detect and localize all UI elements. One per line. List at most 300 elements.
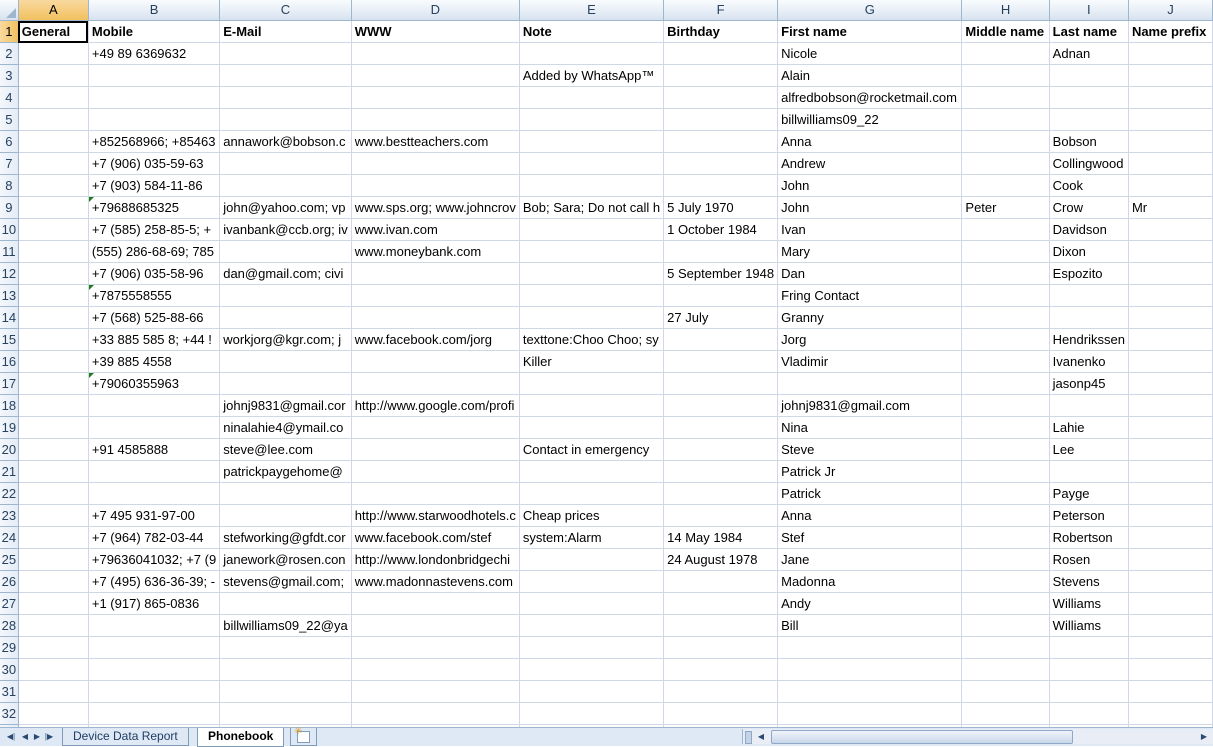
cell-f6[interactable]: [664, 131, 778, 153]
cell-e24[interactable]: system:Alarm: [519, 527, 663, 549]
cell-a10[interactable]: [18, 219, 88, 241]
cell-i29[interactable]: [1049, 637, 1128, 659]
cell-j22[interactable]: [1128, 483, 1212, 505]
cell-d16[interactable]: [351, 351, 519, 373]
row-header[interactable]: 23: [0, 505, 18, 527]
cell-i27[interactable]: Williams: [1049, 593, 1128, 615]
cell-d27[interactable]: [351, 593, 519, 615]
cell-c31[interactable]: [220, 681, 351, 703]
cell-g16[interactable]: Vladimir: [778, 351, 962, 373]
cell-b10[interactable]: +7 (585) 258-85-5; +: [88, 219, 219, 241]
cell-d10[interactable]: www.ivan.com: [351, 219, 519, 241]
cell-e6[interactable]: [519, 131, 663, 153]
cell-c12[interactable]: dan@gmail.com; civi: [220, 263, 351, 285]
cell-d3[interactable]: [351, 65, 519, 87]
cell-b17[interactable]: [88, 373, 219, 395]
cell-i16[interactable]: Ivanenko: [1049, 351, 1128, 373]
row-header[interactable]: 13: [0, 285, 18, 307]
cell-a6[interactable]: [18, 131, 88, 153]
cell-c26[interactable]: stevens@gmail.com;: [220, 571, 351, 593]
cell-f16[interactable]: [664, 351, 778, 373]
cell-b9[interactable]: [88, 197, 219, 219]
row-header[interactable]: 14: [0, 307, 18, 329]
cell-e19[interactable]: [519, 417, 663, 439]
cell-h26[interactable]: [962, 571, 1049, 593]
row-header[interactable]: 20: [0, 439, 18, 461]
cell-e5[interactable]: [519, 109, 663, 131]
cell-b30[interactable]: [88, 659, 219, 681]
cell-f19[interactable]: [664, 417, 778, 439]
row-header[interactable]: 6: [0, 131, 18, 153]
cell-h24[interactable]: [962, 527, 1049, 549]
cell-b22[interactable]: [88, 483, 219, 505]
tab-device-data-report[interactable]: Device Data Report: [62, 728, 189, 746]
cell-a2[interactable]: [18, 43, 88, 65]
cell-f20[interactable]: [664, 439, 778, 461]
cell-e10[interactable]: [519, 219, 663, 241]
row-header[interactable]: 1: [0, 21, 18, 43]
cell-d5[interactable]: [351, 109, 519, 131]
cell-e3[interactable]: Added by WhatsApp™: [519, 65, 663, 87]
cell-e7[interactable]: [519, 153, 663, 175]
cell-g13[interactable]: Fring Contact: [778, 285, 962, 307]
cell-e14[interactable]: [519, 307, 663, 329]
cell-i22[interactable]: Payge: [1049, 483, 1128, 505]
cell-b29[interactable]: [88, 637, 219, 659]
cell-c16[interactable]: [220, 351, 351, 373]
cell-h30[interactable]: [962, 659, 1049, 681]
cell-d26[interactable]: www.madonnastevens.com: [351, 571, 519, 593]
cell-g26[interactable]: Madonna: [778, 571, 962, 593]
cell-a14[interactable]: [18, 307, 88, 329]
cell-e11[interactable]: [519, 241, 663, 263]
cell-i14[interactable]: [1049, 307, 1128, 329]
scroll-thumb[interactable]: [771, 730, 1073, 744]
cell-j2[interactable]: [1128, 43, 1212, 65]
cell-d23[interactable]: http://www.starwoodhotels.c: [351, 505, 519, 527]
cell-h22[interactable]: [962, 483, 1049, 505]
cell-b21[interactable]: [88, 461, 219, 483]
cell-e16[interactable]: Killer: [519, 351, 663, 373]
cell-h28[interactable]: [962, 615, 1049, 637]
cell-b8[interactable]: +7 (903) 584-11-86: [88, 175, 219, 197]
row-header[interactable]: 9: [0, 197, 18, 219]
cell-c28[interactable]: billwilliams09_22@ya: [220, 615, 351, 637]
cell-i18[interactable]: [1049, 395, 1128, 417]
row-header[interactable]: 21: [0, 461, 18, 483]
cell-f1[interactable]: Birthday: [664, 21, 778, 43]
cell-f15[interactable]: [664, 329, 778, 351]
row-header[interactable]: 18: [0, 395, 18, 417]
scroll-left-icon[interactable]: ◀: [757, 732, 765, 741]
column-header-d[interactable]: D: [351, 0, 519, 21]
cell-g12[interactable]: Dan: [778, 263, 962, 285]
cell-i23[interactable]: Peterson: [1049, 505, 1128, 527]
cell-a30[interactable]: [18, 659, 88, 681]
cell-h29[interactable]: [962, 637, 1049, 659]
row-header[interactable]: 22: [0, 483, 18, 505]
row-header[interactable]: 17: [0, 373, 18, 395]
cell-b32[interactable]: [88, 703, 219, 725]
cell-d2[interactable]: [351, 43, 519, 65]
cell-f26[interactable]: [664, 571, 778, 593]
cell-e20[interactable]: Contact in emergency: [519, 439, 663, 461]
cell-i26[interactable]: Stevens: [1049, 571, 1128, 593]
cell-a7[interactable]: [18, 153, 88, 175]
cell-i1[interactable]: Last name: [1049, 21, 1128, 43]
cell-j24[interactable]: [1128, 527, 1212, 549]
cell-b26[interactable]: +7 (495) 636-36-39; -: [88, 571, 219, 593]
cell-d29[interactable]: [351, 637, 519, 659]
cell-c2[interactable]: [220, 43, 351, 65]
cell-a18[interactable]: [18, 395, 88, 417]
cell-e31[interactable]: [519, 681, 663, 703]
cell-c1[interactable]: E-Mail: [220, 21, 351, 43]
cell-c3[interactable]: [220, 65, 351, 87]
cell-h17[interactable]: [962, 373, 1049, 395]
cell-j11[interactable]: [1128, 241, 1212, 263]
cell-b11[interactable]: (555) 286-68-69; 785: [88, 241, 219, 263]
cell-d25[interactable]: http://www.londonbridgechi: [351, 549, 519, 571]
cell-c7[interactable]: [220, 153, 351, 175]
cell-f28[interactable]: [664, 615, 778, 637]
column-header-e[interactable]: E: [519, 0, 663, 21]
cell-f4[interactable]: [664, 87, 778, 109]
cell-c5[interactable]: [220, 109, 351, 131]
cell-d32[interactable]: [351, 703, 519, 725]
cell-c20[interactable]: steve@lee.com: [220, 439, 351, 461]
cell-g1[interactable]: First name: [778, 21, 962, 43]
cell-i5[interactable]: [1049, 109, 1128, 131]
column-header-a[interactable]: A: [18, 0, 88, 21]
cell-g24[interactable]: Stef: [778, 527, 962, 549]
cell-b18[interactable]: [88, 395, 219, 417]
cell-a12[interactable]: [18, 263, 88, 285]
cell-a3[interactable]: [18, 65, 88, 87]
cell-e22[interactable]: [519, 483, 663, 505]
cell-f29[interactable]: [664, 637, 778, 659]
cell-c22[interactable]: [220, 483, 351, 505]
cell-a23[interactable]: [18, 505, 88, 527]
cell-c9[interactable]: john@yahoo.com; vp: [220, 197, 351, 219]
cell-i28[interactable]: Williams: [1049, 615, 1128, 637]
cell-e17[interactable]: [519, 373, 663, 395]
cell-g7[interactable]: Andrew: [778, 153, 962, 175]
column-header-h[interactable]: H: [962, 0, 1049, 21]
cell-e2[interactable]: [519, 43, 663, 65]
cell-e15[interactable]: texttone:Choo Choo; sy: [519, 329, 663, 351]
cell-g31[interactable]: [778, 681, 962, 703]
cell-b27[interactable]: +1 (917) 865-0836: [88, 593, 219, 615]
cell-b25[interactable]: +79636041032; +7 (9: [88, 549, 219, 571]
row-header[interactable]: 24: [0, 527, 18, 549]
last-sheet-icon[interactable]: |▶: [44, 732, 54, 741]
cell-h10[interactable]: [962, 219, 1049, 241]
cell-e8[interactable]: [519, 175, 663, 197]
row-header[interactable]: 8: [0, 175, 18, 197]
cell-h6[interactable]: [962, 131, 1049, 153]
cell-c25[interactable]: janework@rosen.con: [220, 549, 351, 571]
cell-j19[interactable]: [1128, 417, 1212, 439]
cell-j23[interactable]: [1128, 505, 1212, 527]
cell-e32[interactable]: [519, 703, 663, 725]
cell-j7[interactable]: [1128, 153, 1212, 175]
cell-h11[interactable]: [962, 241, 1049, 263]
cell-i7[interactable]: Collingwood: [1049, 153, 1128, 175]
cell-i17[interactable]: jasonp45: [1049, 373, 1128, 395]
column-header-c[interactable]: C: [220, 0, 351, 21]
cell-j15[interactable]: [1128, 329, 1212, 351]
insert-sheet-button[interactable]: [290, 725, 317, 746]
cell-f2[interactable]: [664, 43, 778, 65]
cell-c27[interactable]: [220, 593, 351, 615]
cell-j12[interactable]: [1128, 263, 1212, 285]
cell-h1[interactable]: Middle name: [962, 21, 1049, 43]
cell-h18[interactable]: [962, 395, 1049, 417]
cell-b6[interactable]: +852568966; +85463: [88, 131, 219, 153]
row-header[interactable]: 3: [0, 65, 18, 87]
cell-c29[interactable]: [220, 637, 351, 659]
cell-h5[interactable]: [962, 109, 1049, 131]
cell-j30[interactable]: [1128, 659, 1212, 681]
cell-e12[interactable]: [519, 263, 663, 285]
cell-b3[interactable]: [88, 65, 219, 87]
cell-h23[interactable]: [962, 505, 1049, 527]
cell-d31[interactable]: [351, 681, 519, 703]
cell-h13[interactable]: [962, 285, 1049, 307]
cell-i19[interactable]: Lahie: [1049, 417, 1128, 439]
cell-e9[interactable]: Bob; Sara; Do not call h: [519, 197, 663, 219]
row-header[interactable]: 28: [0, 615, 18, 637]
cell-i13[interactable]: [1049, 285, 1128, 307]
cell-f31[interactable]: [664, 681, 778, 703]
cell-d22[interactable]: [351, 483, 519, 505]
cell-f5[interactable]: [664, 109, 778, 131]
cell-b2[interactable]: +49 89 6369632: [88, 43, 219, 65]
cell-f32[interactable]: [664, 703, 778, 725]
cell-e13[interactable]: [519, 285, 663, 307]
cell-c8[interactable]: [220, 175, 351, 197]
cell-g32[interactable]: [778, 703, 962, 725]
cell-a19[interactable]: [18, 417, 88, 439]
row-header[interactable]: 11: [0, 241, 18, 263]
row-header[interactable]: 27: [0, 593, 18, 615]
row-header[interactable]: 4: [0, 87, 18, 109]
cell-f11[interactable]: [664, 241, 778, 263]
row-header[interactable]: 25: [0, 549, 18, 571]
cell-h25[interactable]: [962, 549, 1049, 571]
cell-f18[interactable]: [664, 395, 778, 417]
cell-i25[interactable]: Rosen: [1049, 549, 1128, 571]
next-sheet-icon[interactable]: ▶: [33, 732, 41, 741]
cell-g23[interactable]: Anna: [778, 505, 962, 527]
cell-a5[interactable]: [18, 109, 88, 131]
cell-j16[interactable]: [1128, 351, 1212, 373]
cell-c21[interactable]: patrickpaygehome@: [220, 461, 351, 483]
cell-b31[interactable]: [88, 681, 219, 703]
cell-g8[interactable]: John: [778, 175, 962, 197]
cell-b16[interactable]: +39 885 4558: [88, 351, 219, 373]
cell-g4[interactable]: alfredbobson@rocketmail.com: [778, 87, 962, 109]
cell-i9[interactable]: Crow: [1049, 197, 1128, 219]
cell-a28[interactable]: [18, 615, 88, 637]
cell-c19[interactable]: ninalahie4@ymail.co: [220, 417, 351, 439]
cell-j13[interactable]: [1128, 285, 1212, 307]
scroll-right-icon[interactable]: ▶: [1200, 732, 1208, 741]
cell-e28[interactable]: [519, 615, 663, 637]
cell-i6[interactable]: Bobson: [1049, 131, 1128, 153]
cell-d20[interactable]: [351, 439, 519, 461]
cell-i3[interactable]: [1049, 65, 1128, 87]
cell-a11[interactable]: [18, 241, 88, 263]
cell-d19[interactable]: [351, 417, 519, 439]
cell-d17[interactable]: [351, 373, 519, 395]
cell-c13[interactable]: [220, 285, 351, 307]
cell-g22[interactable]: Patrick: [778, 483, 962, 505]
cell-j5[interactable]: [1128, 109, 1212, 131]
cell-a29[interactable]: [18, 637, 88, 659]
cell-g11[interactable]: Mary: [778, 241, 962, 263]
cell-g10[interactable]: Ivan: [778, 219, 962, 241]
cell-f23[interactable]: [664, 505, 778, 527]
first-sheet-icon[interactable]: ◀|: [6, 732, 16, 741]
cell-b24[interactable]: +7 (964) 782-03-44: [88, 527, 219, 549]
cell-g15[interactable]: Jorg: [778, 329, 962, 351]
cell-e26[interactable]: [519, 571, 663, 593]
cell-h20[interactable]: [962, 439, 1049, 461]
cell-e30[interactable]: [519, 659, 663, 681]
row-header[interactable]: 26: [0, 571, 18, 593]
column-header-f[interactable]: F: [664, 0, 778, 21]
cell-a26[interactable]: [18, 571, 88, 593]
cell-g21[interactable]: Patrick Jr: [778, 461, 962, 483]
cell-d28[interactable]: [351, 615, 519, 637]
cell-g19[interactable]: Nina: [778, 417, 962, 439]
cell-a27[interactable]: [18, 593, 88, 615]
tab-phonebook[interactable]: Phonebook: [197, 728, 284, 747]
cell-g18[interactable]: johnj9831@gmail.com: [778, 395, 962, 417]
cell-a9[interactable]: [18, 197, 88, 219]
cell-g20[interactable]: Steve: [778, 439, 962, 461]
cell-d14[interactable]: [351, 307, 519, 329]
cell-f21[interactable]: [664, 461, 778, 483]
cell-j26[interactable]: [1128, 571, 1212, 593]
cell-f9[interactable]: 5 July 1970: [664, 197, 778, 219]
cell-j27[interactable]: [1128, 593, 1212, 615]
cell-g2[interactable]: Nicole: [778, 43, 962, 65]
cell-j4[interactable]: [1128, 87, 1212, 109]
cell-j1[interactable]: Name prefix: [1128, 21, 1212, 43]
cell-a15[interactable]: [18, 329, 88, 351]
tab-split-handle[interactable]: [745, 731, 752, 744]
row-header[interactable]: 32: [0, 703, 18, 725]
cell-c11[interactable]: [220, 241, 351, 263]
cell-c14[interactable]: [220, 307, 351, 329]
cell-e23[interactable]: Cheap prices: [519, 505, 663, 527]
cell-d18[interactable]: http://www.google.com/profi: [351, 395, 519, 417]
cell-e18[interactable]: [519, 395, 663, 417]
cell-c15[interactable]: workjorg@kgr.com; j: [220, 329, 351, 351]
cell-c30[interactable]: [220, 659, 351, 681]
row-header[interactable]: 7: [0, 153, 18, 175]
cell-i4[interactable]: [1049, 87, 1128, 109]
cell-c6[interactable]: annawork@bobson.c: [220, 131, 351, 153]
row-header[interactable]: 29: [0, 637, 18, 659]
cell-j20[interactable]: [1128, 439, 1212, 461]
cell-e25[interactable]: [519, 549, 663, 571]
cell-g29[interactable]: [778, 637, 962, 659]
cell-j17[interactable]: [1128, 373, 1212, 395]
cell-e4[interactable]: [519, 87, 663, 109]
cell-b14[interactable]: +7 (568) 525-88-66: [88, 307, 219, 329]
cell-g3[interactable]: Alain: [778, 65, 962, 87]
cell-d21[interactable]: [351, 461, 519, 483]
cell-c17[interactable]: [220, 373, 351, 395]
cell-a31[interactable]: [18, 681, 88, 703]
cell-d7[interactable]: [351, 153, 519, 175]
cell-g30[interactable]: [778, 659, 962, 681]
cell-i12[interactable]: Espozito: [1049, 263, 1128, 285]
cell-j9[interactable]: Mr: [1128, 197, 1212, 219]
column-header-g[interactable]: G: [778, 0, 962, 21]
cell-b15[interactable]: +33 885 585 8; +44 !: [88, 329, 219, 351]
cell-h27[interactable]: [962, 593, 1049, 615]
cell-c18[interactable]: johnj9831@gmail.cor: [220, 395, 351, 417]
cell-d24[interactable]: www.facebook.com/stef: [351, 527, 519, 549]
cell-f10[interactable]: 1 October 1984: [664, 219, 778, 241]
cell-a20[interactable]: [18, 439, 88, 461]
cell-b28[interactable]: [88, 615, 219, 637]
cell-c24[interactable]: stefworking@gfdt.cor: [220, 527, 351, 549]
cell-b20[interactable]: +91 4585888: [88, 439, 219, 461]
cell-b5[interactable]: [88, 109, 219, 131]
cell-h8[interactable]: [962, 175, 1049, 197]
cell-i32[interactable]: [1049, 703, 1128, 725]
cell-a22[interactable]: [18, 483, 88, 505]
cell-d12[interactable]: [351, 263, 519, 285]
row-header[interactable]: 31: [0, 681, 18, 703]
cell-f25[interactable]: 24 August 1978: [664, 549, 778, 571]
cell-j14[interactable]: [1128, 307, 1212, 329]
cell-a17[interactable]: [18, 373, 88, 395]
cell-i24[interactable]: Robertson: [1049, 527, 1128, 549]
cell-b4[interactable]: [88, 87, 219, 109]
row-header[interactable]: 19: [0, 417, 18, 439]
cell-i11[interactable]: Dixon: [1049, 241, 1128, 263]
row-header[interactable]: 5: [0, 109, 18, 131]
prev-sheet-icon[interactable]: ◀: [21, 732, 29, 741]
cell-a8[interactable]: [18, 175, 88, 197]
cell-a4[interactable]: [18, 87, 88, 109]
cell-h19[interactable]: [962, 417, 1049, 439]
horizontal-scrollbar[interactable]: [742, 729, 1213, 744]
cell-g28[interactable]: Bill: [778, 615, 962, 637]
cell-j10[interactable]: [1128, 219, 1212, 241]
cell-d1[interactable]: WWW: [351, 21, 519, 43]
cell-d15[interactable]: www.facebook.com/jorg: [351, 329, 519, 351]
cell-h4[interactable]: [962, 87, 1049, 109]
cell-h7[interactable]: [962, 153, 1049, 175]
cell-d11[interactable]: www.moneybank.com: [351, 241, 519, 263]
cell-e21[interactable]: [519, 461, 663, 483]
cell-g14[interactable]: Granny: [778, 307, 962, 329]
cell-i2[interactable]: Adnan: [1049, 43, 1128, 65]
cell-a21[interactable]: [18, 461, 88, 483]
cell-j6[interactable]: [1128, 131, 1212, 153]
cell-h2[interactable]: [962, 43, 1049, 65]
cell-j8[interactable]: [1128, 175, 1212, 197]
cell-d4[interactable]: [351, 87, 519, 109]
